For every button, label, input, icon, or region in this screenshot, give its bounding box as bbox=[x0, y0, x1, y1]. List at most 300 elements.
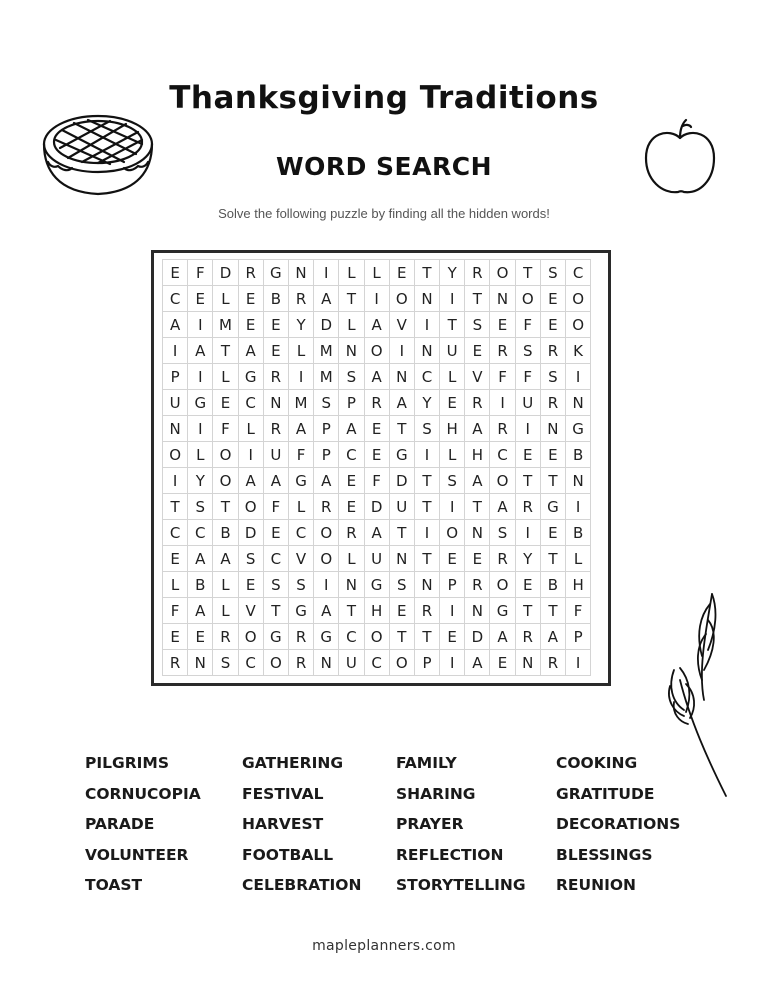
grid-cell[interactable]: I bbox=[516, 520, 541, 546]
grid-cell[interactable]: A bbox=[465, 468, 490, 494]
grid-cell[interactable]: E bbox=[365, 416, 390, 442]
grid-cell[interactable]: V bbox=[289, 546, 314, 572]
grid-cell[interactable]: U bbox=[264, 442, 289, 468]
word-list-item: TOAST bbox=[85, 876, 143, 894]
grid-cell[interactable]: B bbox=[566, 520, 591, 546]
grid-cell[interactable]: V bbox=[390, 312, 415, 338]
grid-cell[interactable]: R bbox=[465, 390, 490, 416]
grid-cell[interactable]: R bbox=[339, 520, 364, 546]
grid-cell[interactable]: E bbox=[264, 312, 289, 338]
word-list bbox=[85, 750, 706, 903]
grid-cell[interactable]: M bbox=[314, 338, 339, 364]
grid-cell[interactable]: E bbox=[339, 494, 364, 520]
grid-cell[interactable]: N bbox=[541, 416, 566, 442]
grid-cell[interactable]: P bbox=[339, 390, 364, 416]
grid-cell[interactable]: I bbox=[490, 390, 515, 416]
grid-cell[interactable]: B bbox=[264, 286, 289, 312]
grid-cell[interactable]: A bbox=[239, 338, 264, 364]
page-subtitle: WORD SEARCH bbox=[276, 152, 492, 181]
grid-cell[interactable]: K bbox=[566, 338, 591, 364]
grid-cell[interactable]: O bbox=[490, 260, 515, 286]
grid-cell[interactable]: R bbox=[264, 416, 289, 442]
word-list-item: CELEBRATION bbox=[242, 876, 362, 894]
grid-cell[interactable]: E bbox=[541, 520, 566, 546]
grid-cell[interactable]: C bbox=[239, 650, 264, 676]
grid-cell[interactable]: S bbox=[516, 338, 541, 364]
grid-cell[interactable]: I bbox=[415, 442, 440, 468]
grid-cell[interactable]: U bbox=[440, 338, 465, 364]
grid-cell[interactable]: D bbox=[390, 468, 415, 494]
word-list-item: FESTIVAL bbox=[242, 784, 324, 803]
grid-cell[interactable]: Y bbox=[188, 468, 213, 494]
grid-cell[interactable]: T bbox=[541, 598, 566, 624]
grid-cell[interactable]: E bbox=[264, 520, 289, 546]
grid-cell[interactable]: E bbox=[239, 572, 264, 598]
apple-illustration bbox=[640, 118, 720, 198]
grid-cell[interactable]: A bbox=[188, 598, 213, 624]
grid-cell[interactable]: F bbox=[490, 364, 515, 390]
grid-cell[interactable]: A bbox=[188, 338, 213, 364]
grid-cell[interactable]: L bbox=[289, 338, 314, 364]
grid-cell[interactable]: A bbox=[365, 364, 390, 390]
grid-cell[interactable]: N bbox=[339, 338, 364, 364]
grid-cell[interactable]: C bbox=[264, 546, 289, 572]
grid-cell[interactable]: L bbox=[213, 286, 238, 312]
grid-cell[interactable]: T bbox=[264, 598, 289, 624]
grid-cell[interactable]: O bbox=[490, 468, 515, 494]
grid-cell[interactable]: A bbox=[490, 624, 515, 650]
grid-cell[interactable]: E bbox=[440, 390, 465, 416]
grid-cell[interactable]: A bbox=[339, 416, 364, 442]
word-list-item: CORNUCOPIA bbox=[85, 784, 201, 803]
grid-cell[interactable]: R bbox=[490, 416, 515, 442]
grid-cell[interactable]: N bbox=[390, 364, 415, 390]
grid-cell[interactable]: O bbox=[440, 520, 465, 546]
grid-cell[interactable]: U bbox=[390, 494, 415, 520]
grid-cell[interactable]: O bbox=[390, 650, 415, 676]
grid-cell[interactable]: O bbox=[314, 520, 339, 546]
grid-cell[interactable]: A bbox=[188, 546, 213, 572]
letter-grid bbox=[162, 259, 591, 676]
grid-cell[interactable]: L bbox=[440, 364, 465, 390]
word-list-item: SHARING bbox=[396, 784, 476, 803]
grid-cell[interactable]: G bbox=[490, 598, 515, 624]
grid-cell[interactable]: D bbox=[213, 260, 238, 286]
grid-cell[interactable]: R bbox=[163, 650, 188, 676]
word-list-item: REUNION bbox=[556, 876, 636, 894]
grid-cell[interactable]: O bbox=[516, 286, 541, 312]
grid-cell[interactable]: L bbox=[239, 416, 264, 442]
grid-cell[interactable]: R bbox=[465, 260, 490, 286]
grid-cell[interactable]: N bbox=[415, 286, 440, 312]
grid-cell[interactable]: A bbox=[365, 520, 390, 546]
grid-cell[interactable]: T bbox=[516, 468, 541, 494]
grid-cell[interactable]: T bbox=[516, 598, 541, 624]
grid-cell[interactable]: A bbox=[314, 286, 339, 312]
grid-cell[interactable]: S bbox=[314, 390, 339, 416]
grid-cell[interactable]: F bbox=[516, 364, 541, 390]
grid-cell[interactable]: C bbox=[163, 286, 188, 312]
grid-cell[interactable]: F bbox=[188, 260, 213, 286]
grid-cell[interactable]: E bbox=[163, 260, 188, 286]
grid-cell[interactable]: U bbox=[339, 650, 364, 676]
grid-cell[interactable]: R bbox=[314, 494, 339, 520]
grid-cell[interactable]: E bbox=[465, 546, 490, 572]
grid-cell[interactable]: E bbox=[239, 312, 264, 338]
word-list-item: STORYTELLING bbox=[396, 876, 526, 894]
grid-cell[interactable]: E bbox=[440, 546, 465, 572]
grid-cell[interactable]: V bbox=[465, 364, 490, 390]
grid-cell[interactable]: C bbox=[188, 520, 213, 546]
grid-cell[interactable]: S bbox=[465, 312, 490, 338]
grid-cell[interactable]: C bbox=[239, 390, 264, 416]
grid-cell[interactable]: R bbox=[289, 624, 314, 650]
grid-cell[interactable]: I bbox=[188, 416, 213, 442]
grid-cell[interactable]: S bbox=[188, 494, 213, 520]
grid-cell[interactable]: Y bbox=[440, 260, 465, 286]
grid-cell[interactable]: S bbox=[541, 364, 566, 390]
grid-cell[interactable]: O bbox=[239, 494, 264, 520]
grid-cell[interactable]: S bbox=[415, 416, 440, 442]
grid-cell[interactable]: U bbox=[365, 546, 390, 572]
grid-cell[interactable]: B bbox=[188, 572, 213, 598]
grid-cell[interactable]: N bbox=[339, 572, 364, 598]
grid-cell[interactable]: I bbox=[566, 364, 591, 390]
word-list-item: FAMILY bbox=[396, 754, 457, 772]
grid-cell[interactable]: A bbox=[314, 598, 339, 624]
grid-cell[interactable]: C bbox=[339, 442, 364, 468]
grid-cell[interactable]: T bbox=[415, 624, 440, 650]
grid-cell[interactable]: I bbox=[314, 260, 339, 286]
grid-cell[interactable]: E bbox=[213, 390, 238, 416]
grid-cell[interactable]: A bbox=[163, 312, 188, 338]
grid-cell[interactable]: E bbox=[440, 624, 465, 650]
word-list-item: GATHERING bbox=[242, 754, 344, 772]
grid-cell[interactable]: N bbox=[188, 650, 213, 676]
grid-cell[interactable]: I bbox=[566, 494, 591, 520]
grid-cell[interactable]: R bbox=[365, 390, 390, 416]
grid-cell[interactable]: E bbox=[516, 442, 541, 468]
grid-cell[interactable]: O bbox=[239, 624, 264, 650]
grid-cell[interactable]: S bbox=[213, 650, 238, 676]
grid-cell[interactable]: C bbox=[289, 520, 314, 546]
grid-cell[interactable]: I bbox=[440, 286, 465, 312]
grid-cell[interactable]: T bbox=[415, 260, 440, 286]
grid-cell[interactable]: E bbox=[365, 442, 390, 468]
grid-cell[interactable]: B bbox=[213, 520, 238, 546]
grid-cell[interactable]: U bbox=[516, 390, 541, 416]
grid-cell[interactable]: A bbox=[541, 624, 566, 650]
grid-cell[interactable]: I bbox=[365, 286, 390, 312]
grid-cell[interactable]: R bbox=[213, 624, 238, 650]
grid-cell[interactable]: I bbox=[415, 520, 440, 546]
grid-cell[interactable]: O bbox=[566, 286, 591, 312]
grid-cell[interactable]: H bbox=[440, 416, 465, 442]
grid-cell[interactable]: F bbox=[289, 442, 314, 468]
grid-cell[interactable]: A bbox=[289, 416, 314, 442]
grid-cell[interactable]: N bbox=[289, 260, 314, 286]
grid-cell[interactable]: R bbox=[289, 650, 314, 676]
grid-cell[interactable]: N bbox=[566, 468, 591, 494]
grid-cell[interactable]: G bbox=[289, 468, 314, 494]
grid-cell[interactable]: O bbox=[365, 338, 390, 364]
grid-cell[interactable]: I bbox=[188, 364, 213, 390]
grid-cell[interactable]: E bbox=[541, 312, 566, 338]
grid-cell[interactable]: N bbox=[465, 520, 490, 546]
grid-cell[interactable]: E bbox=[163, 624, 188, 650]
grid-cell[interactable]: M bbox=[213, 312, 238, 338]
grid-cell[interactable]: G bbox=[365, 572, 390, 598]
grid-cell[interactable]: G bbox=[289, 598, 314, 624]
grid-cell[interactable]: I bbox=[188, 312, 213, 338]
grid-cell[interactable]: S bbox=[239, 546, 264, 572]
grid-cell[interactable]: N bbox=[314, 650, 339, 676]
grid-cell[interactable]: R bbox=[516, 494, 541, 520]
grid-cell[interactable]: C bbox=[365, 650, 390, 676]
word-list-item: REFLECTION bbox=[396, 845, 504, 864]
grid-cell[interactable]: A bbox=[239, 468, 264, 494]
word-list-item: FOOTBALL bbox=[242, 845, 334, 864]
grid-cell[interactable]: E bbox=[541, 286, 566, 312]
grid-cell[interactable]: N bbox=[163, 416, 188, 442]
grid-cell[interactable]: T bbox=[440, 312, 465, 338]
word-list-item: BLESSINGS bbox=[556, 845, 653, 864]
grid-cell[interactable]: E bbox=[188, 624, 213, 650]
grid-cell[interactable]: N bbox=[465, 598, 490, 624]
grid-cell[interactable]: A bbox=[390, 390, 415, 416]
grid-cell[interactable]: E bbox=[163, 546, 188, 572]
grid-cell[interactable]: D bbox=[314, 312, 339, 338]
grid-cell[interactable]: Y bbox=[415, 390, 440, 416]
pie-illustration bbox=[38, 106, 158, 202]
grid-cell[interactable]: B bbox=[541, 572, 566, 598]
grid-cell[interactable]: T bbox=[541, 546, 566, 572]
grid-cell[interactable]: G bbox=[264, 624, 289, 650]
grid-cell[interactable]: T bbox=[516, 260, 541, 286]
grid-cell[interactable]: P bbox=[314, 442, 339, 468]
grid-cell[interactable]: L bbox=[163, 572, 188, 598]
grid-cell[interactable]: T bbox=[465, 286, 490, 312]
grid-cell[interactable]: M bbox=[314, 364, 339, 390]
grid-cell[interactable]: F bbox=[365, 468, 390, 494]
grid-cell[interactable]: I bbox=[566, 650, 591, 676]
grid-cell[interactable]: L bbox=[339, 312, 364, 338]
grid-cell[interactable]: N bbox=[415, 338, 440, 364]
grid-cell[interactable]: T bbox=[415, 494, 440, 520]
grid-cell[interactable]: A bbox=[264, 468, 289, 494]
grid-cell[interactable]: T bbox=[390, 520, 415, 546]
grid-cell[interactable]: N bbox=[516, 650, 541, 676]
word-list-item: COOKING bbox=[556, 754, 638, 772]
grid-cell[interactable]: P bbox=[415, 650, 440, 676]
grid-cell[interactable]: S bbox=[264, 572, 289, 598]
grid-cell[interactable]: I bbox=[516, 416, 541, 442]
grid-cell[interactable]: E bbox=[490, 650, 515, 676]
grid-cell[interactable]: O bbox=[314, 546, 339, 572]
grid-cell[interactable]: E bbox=[465, 338, 490, 364]
grid-cell[interactable]: G bbox=[541, 494, 566, 520]
grid-cell[interactable]: I bbox=[163, 338, 188, 364]
grid-cell[interactable]: F bbox=[264, 494, 289, 520]
grid-cell[interactable]: E bbox=[516, 572, 541, 598]
grid-cell[interactable]: I bbox=[415, 312, 440, 338]
grid-cell[interactable]: U bbox=[163, 390, 188, 416]
grid-cell[interactable]: G bbox=[264, 260, 289, 286]
grid-cell[interactable]: I bbox=[314, 572, 339, 598]
grid-cell[interactable]: Y bbox=[516, 546, 541, 572]
grid-cell[interactable]: D bbox=[465, 624, 490, 650]
puzzle-frame bbox=[151, 250, 611, 686]
grid-cell[interactable]: I bbox=[289, 364, 314, 390]
grid-cell[interactable]: L bbox=[339, 546, 364, 572]
word-list-item: VOLUNTEER bbox=[85, 845, 189, 864]
grid-cell[interactable]: A bbox=[465, 416, 490, 442]
grid-cell[interactable]: I bbox=[163, 468, 188, 494]
grid-cell[interactable]: T bbox=[213, 494, 238, 520]
grid-cell[interactable]: T bbox=[390, 416, 415, 442]
grid-cell[interactable]: N bbox=[264, 390, 289, 416]
grid-cell[interactable]: G bbox=[188, 390, 213, 416]
grid-cell[interactable]: B bbox=[566, 442, 591, 468]
grid-cell[interactable]: F bbox=[213, 416, 238, 442]
grid-cell[interactable]: E bbox=[264, 338, 289, 364]
grid-cell[interactable]: F bbox=[566, 598, 591, 624]
grid-cell[interactable]: L bbox=[213, 598, 238, 624]
grid-cell[interactable]: C bbox=[566, 260, 591, 286]
grid-cell[interactable]: R bbox=[289, 286, 314, 312]
grid-cell[interactable]: S bbox=[541, 260, 566, 286]
grid-cell[interactable]: I bbox=[390, 338, 415, 364]
grid-cell[interactable]: I bbox=[239, 442, 264, 468]
grid-cell[interactable]: C bbox=[163, 520, 188, 546]
page-title: Thanksgiving Traditions bbox=[169, 80, 599, 116]
word-list-item: GRATITUDE bbox=[556, 784, 655, 803]
grid-cell[interactable]: A bbox=[465, 650, 490, 676]
instructions: Solve the following puzzle by finding all the hidden words! bbox=[218, 206, 550, 221]
grid-cell[interactable]: T bbox=[415, 468, 440, 494]
grid-cell[interactable]: R bbox=[541, 390, 566, 416]
grid-cell[interactable]: P bbox=[314, 416, 339, 442]
grid-cell[interactable]: R bbox=[541, 338, 566, 364]
grid-cell[interactable]: H bbox=[566, 572, 591, 598]
grid-cell[interactable]: N bbox=[566, 390, 591, 416]
grid-cell[interactable]: S bbox=[289, 572, 314, 598]
grid-cell[interactable]: G bbox=[314, 624, 339, 650]
grid-cell[interactable]: N bbox=[415, 572, 440, 598]
grid-cell[interactable]: L bbox=[566, 546, 591, 572]
grid-cell[interactable]: P bbox=[440, 572, 465, 598]
footer-website: mapleplanners.com bbox=[312, 938, 456, 954]
grid-cell[interactable]: T bbox=[163, 494, 188, 520]
grid-cell[interactable]: S bbox=[440, 468, 465, 494]
grid-cell[interactable]: R bbox=[264, 364, 289, 390]
grid-cell[interactable]: E bbox=[339, 468, 364, 494]
grid-cell[interactable]: L bbox=[188, 442, 213, 468]
grid-cell[interactable]: G bbox=[239, 364, 264, 390]
grid-cell[interactable]: A bbox=[314, 468, 339, 494]
grid-cell[interactable]: T bbox=[465, 494, 490, 520]
grid-cell[interactable]: O bbox=[213, 468, 238, 494]
word-list-item: PARADE bbox=[85, 815, 155, 833]
grid-cell[interactable]: N bbox=[490, 286, 515, 312]
grid-cell[interactable]: P bbox=[566, 624, 591, 650]
grid-cell[interactable]: L bbox=[213, 364, 238, 390]
grid-cell[interactable]: F bbox=[163, 598, 188, 624]
grid-cell[interactable]: O bbox=[163, 442, 188, 468]
grid-cell[interactable]: I bbox=[440, 650, 465, 676]
grid-cell[interactable]: O bbox=[390, 286, 415, 312]
grid-cell[interactable]: T bbox=[541, 468, 566, 494]
grid-cell[interactable]: C bbox=[490, 442, 515, 468]
grid-cell[interactable]: G bbox=[566, 416, 591, 442]
grid-cell[interactable]: R bbox=[490, 338, 515, 364]
grid-cell[interactable]: C bbox=[339, 624, 364, 650]
word-list-item: PILGRIMS bbox=[85, 754, 170, 772]
grid-cell[interactable]: G bbox=[390, 442, 415, 468]
grid-cell[interactable]: L bbox=[339, 260, 364, 286]
grid-cell[interactable]: N bbox=[390, 546, 415, 572]
grid-cell[interactable]: T bbox=[213, 338, 238, 364]
grid-cell[interactable]: E bbox=[390, 598, 415, 624]
grid-cell[interactable]: V bbox=[239, 598, 264, 624]
grid-cell[interactable]: M bbox=[289, 390, 314, 416]
grid-cell[interactable]: R bbox=[465, 572, 490, 598]
grid-cell[interactable]: H bbox=[365, 598, 390, 624]
grid-cell[interactable]: S bbox=[339, 364, 364, 390]
grid-cell[interactable]: I bbox=[440, 494, 465, 520]
grid-cell[interactable]: R bbox=[541, 650, 566, 676]
grid-cell[interactable]: R bbox=[415, 598, 440, 624]
grid-cell[interactable]: I bbox=[440, 598, 465, 624]
grid-cell[interactable]: H bbox=[465, 442, 490, 468]
grid-cell[interactable]: L bbox=[213, 572, 238, 598]
grid-cell[interactable]: T bbox=[339, 286, 364, 312]
grid-cell[interactable]: S bbox=[390, 572, 415, 598]
grid-cell[interactable]: L bbox=[289, 494, 314, 520]
grid-cell[interactable]: O bbox=[213, 442, 238, 468]
grid-cell[interactable]: R bbox=[239, 260, 264, 286]
grid-cell[interactable]: L bbox=[440, 442, 465, 468]
grid-cell[interactable]: S bbox=[490, 520, 515, 546]
grid-cell[interactable]: O bbox=[365, 624, 390, 650]
grid-cell[interactable]: Y bbox=[289, 312, 314, 338]
grid-cell[interactable]: E bbox=[239, 286, 264, 312]
grid-cell[interactable]: R bbox=[516, 624, 541, 650]
grid-cell[interactable]: R bbox=[490, 546, 515, 572]
grid-cell[interactable]: L bbox=[365, 260, 390, 286]
grid-cell[interactable]: T bbox=[390, 624, 415, 650]
grid-cell[interactable]: P bbox=[163, 364, 188, 390]
grid-cell[interactable]: A bbox=[490, 494, 515, 520]
grid-cell[interactable]: E bbox=[188, 286, 213, 312]
grid-cell[interactable]: A bbox=[213, 546, 238, 572]
grid-cell[interactable]: D bbox=[239, 520, 264, 546]
grid-cell[interactable]: T bbox=[339, 598, 364, 624]
word-list-item: HARVEST bbox=[242, 815, 324, 833]
word-list-item: PRAYER bbox=[396, 815, 464, 833]
grid-cell[interactable]: E bbox=[490, 312, 515, 338]
grid-cell[interactable]: O bbox=[490, 572, 515, 598]
grid-cell[interactable]: A bbox=[365, 312, 390, 338]
grid-cell[interactable]: E bbox=[541, 442, 566, 468]
grid-cell[interactable]: O bbox=[566, 312, 591, 338]
grid-cell[interactable]: T bbox=[415, 546, 440, 572]
grid-cell[interactable]: F bbox=[516, 312, 541, 338]
grid-cell[interactable]: C bbox=[415, 364, 440, 390]
grid-cell[interactable]: D bbox=[365, 494, 390, 520]
grid-cell[interactable]: O bbox=[264, 650, 289, 676]
grid-cell[interactable]: E bbox=[390, 260, 415, 286]
